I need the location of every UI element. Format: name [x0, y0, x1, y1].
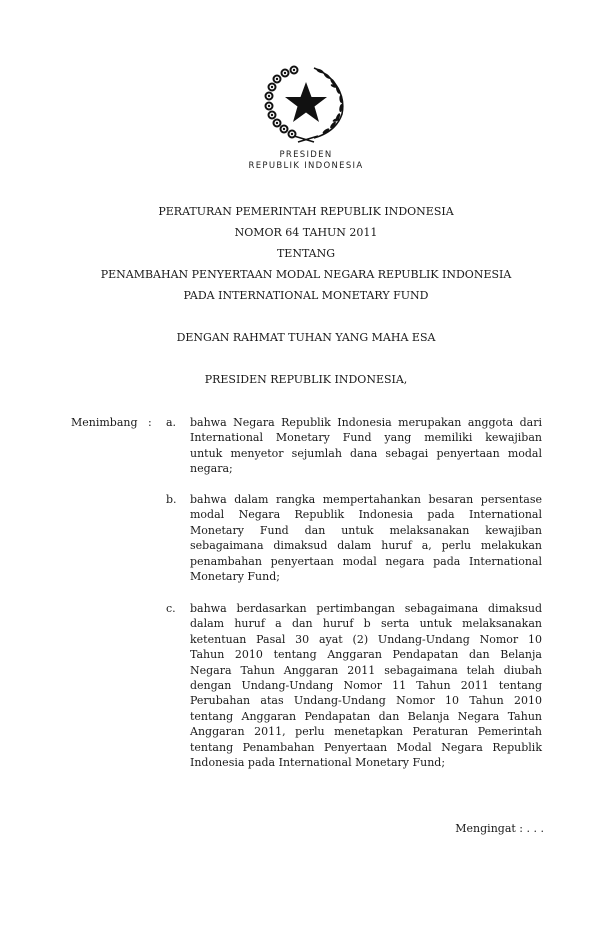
item-a-line: untuk menyetor sejumlah dana sebagai penyertaan modal — [190, 446, 542, 460]
item-b-line: sebagaimana dimaksud dalam huruf a, perlu melakukan — [190, 539, 542, 553]
item-c-line: Negara Tahun Anggaran 2011 sebagaimana telah diubah — [190, 663, 542, 677]
menimbang-colon: : — [148, 416, 152, 429]
item-c-line: Perubahan atas Undang-Undang Nomor 10 Tahun 2010 — [190, 694, 542, 708]
item-c-line: Anggaran 2011, perlu menetapkan Peraturan Pemerintah — [190, 725, 542, 739]
regulation-type-heading: PERATURAN PEMERINTAH REPUBLIK INDONESIA — [158, 205, 454, 218]
item-a-line: negara; — [190, 462, 233, 476]
republik-indonesia-label: REPUBLIK INDONESIA — [248, 161, 364, 171]
item-c-line: Indonesia pada International Monetary Fund; — [190, 756, 446, 770]
item-letter-a: a. — [166, 416, 177, 429]
next-page-continuation: Mengingat : . . . — [455, 822, 544, 835]
item-b-line: Monetary Fund; — [190, 570, 280, 584]
item-c-line: tentang Penambahan Penyertaan Modal Negara Republik — [190, 740, 542, 754]
presidential-seal-icon — [264, 62, 348, 144]
presiden-label: PRESIDEN — [279, 150, 333, 160]
president-line: PRESIDEN REPUBLIK INDONESIA, — [204, 373, 408, 386]
item-a-text — [190, 415, 542, 477]
item-c-line: Tahun 2010 tentang Anggaran Pendapatan dan Belanja — [190, 648, 542, 662]
regulation-subject-line1: PENAMBAHAN PENYERTAAN MODAL NEGARA REPUBLIK INDONESIA — [100, 268, 512, 281]
item-c-line: bahwa berdasarkan pertimbangan sebagaimana dimaksud — [190, 602, 542, 615]
regulation-subject-line2: PADA INTERNATIONAL MONETARY FUND — [183, 289, 429, 302]
item-b-text — [190, 492, 542, 584]
item-a-line: International Monetary Fund yang memiliki kewajiban — [190, 431, 542, 445]
regulation-number-heading: NOMOR 64 TAHUN 2011 — [234, 226, 378, 239]
item-a-line: bahwa Negara Republik Indonesia merupakan anggota dari — [190, 416, 542, 429]
item-c-line: tentang Anggaran Pendapatan dan Belanja Negara Tahun — [190, 709, 542, 723]
item-b-line: penambahan penyertaan modal negara pada International — [190, 554, 542, 568]
item-c-line: dengan Undang-Undang Nomor 11 Tahun 2011 tentang — [190, 679, 542, 693]
menimbang-label: Menimbang — [71, 416, 138, 429]
item-letter-c: c. — [166, 602, 176, 615]
item-c-text — [190, 601, 542, 770]
item-b-line: bahwa dalam rangka mempertahankan besaran persentase — [190, 493, 542, 506]
item-c-line: dalam huruf a dan huruf b serta untuk melaksanakan — [190, 617, 542, 631]
item-letter-b: b. — [166, 493, 177, 506]
blessing-line: DENGAN RAHMAT TUHAN YANG MAHA ESA — [176, 331, 436, 344]
item-c-line: ketentuan Pasal 30 ayat (2) Undang-Undang Nomor 10 — [190, 632, 542, 646]
tentang-heading: TENTANG — [276, 247, 336, 260]
item-b-line: Monetary Fund dan untuk melaksanakan kewajiban — [190, 523, 542, 537]
item-b-line: modal Negara Republik Indonesia pada International — [190, 508, 542, 522]
